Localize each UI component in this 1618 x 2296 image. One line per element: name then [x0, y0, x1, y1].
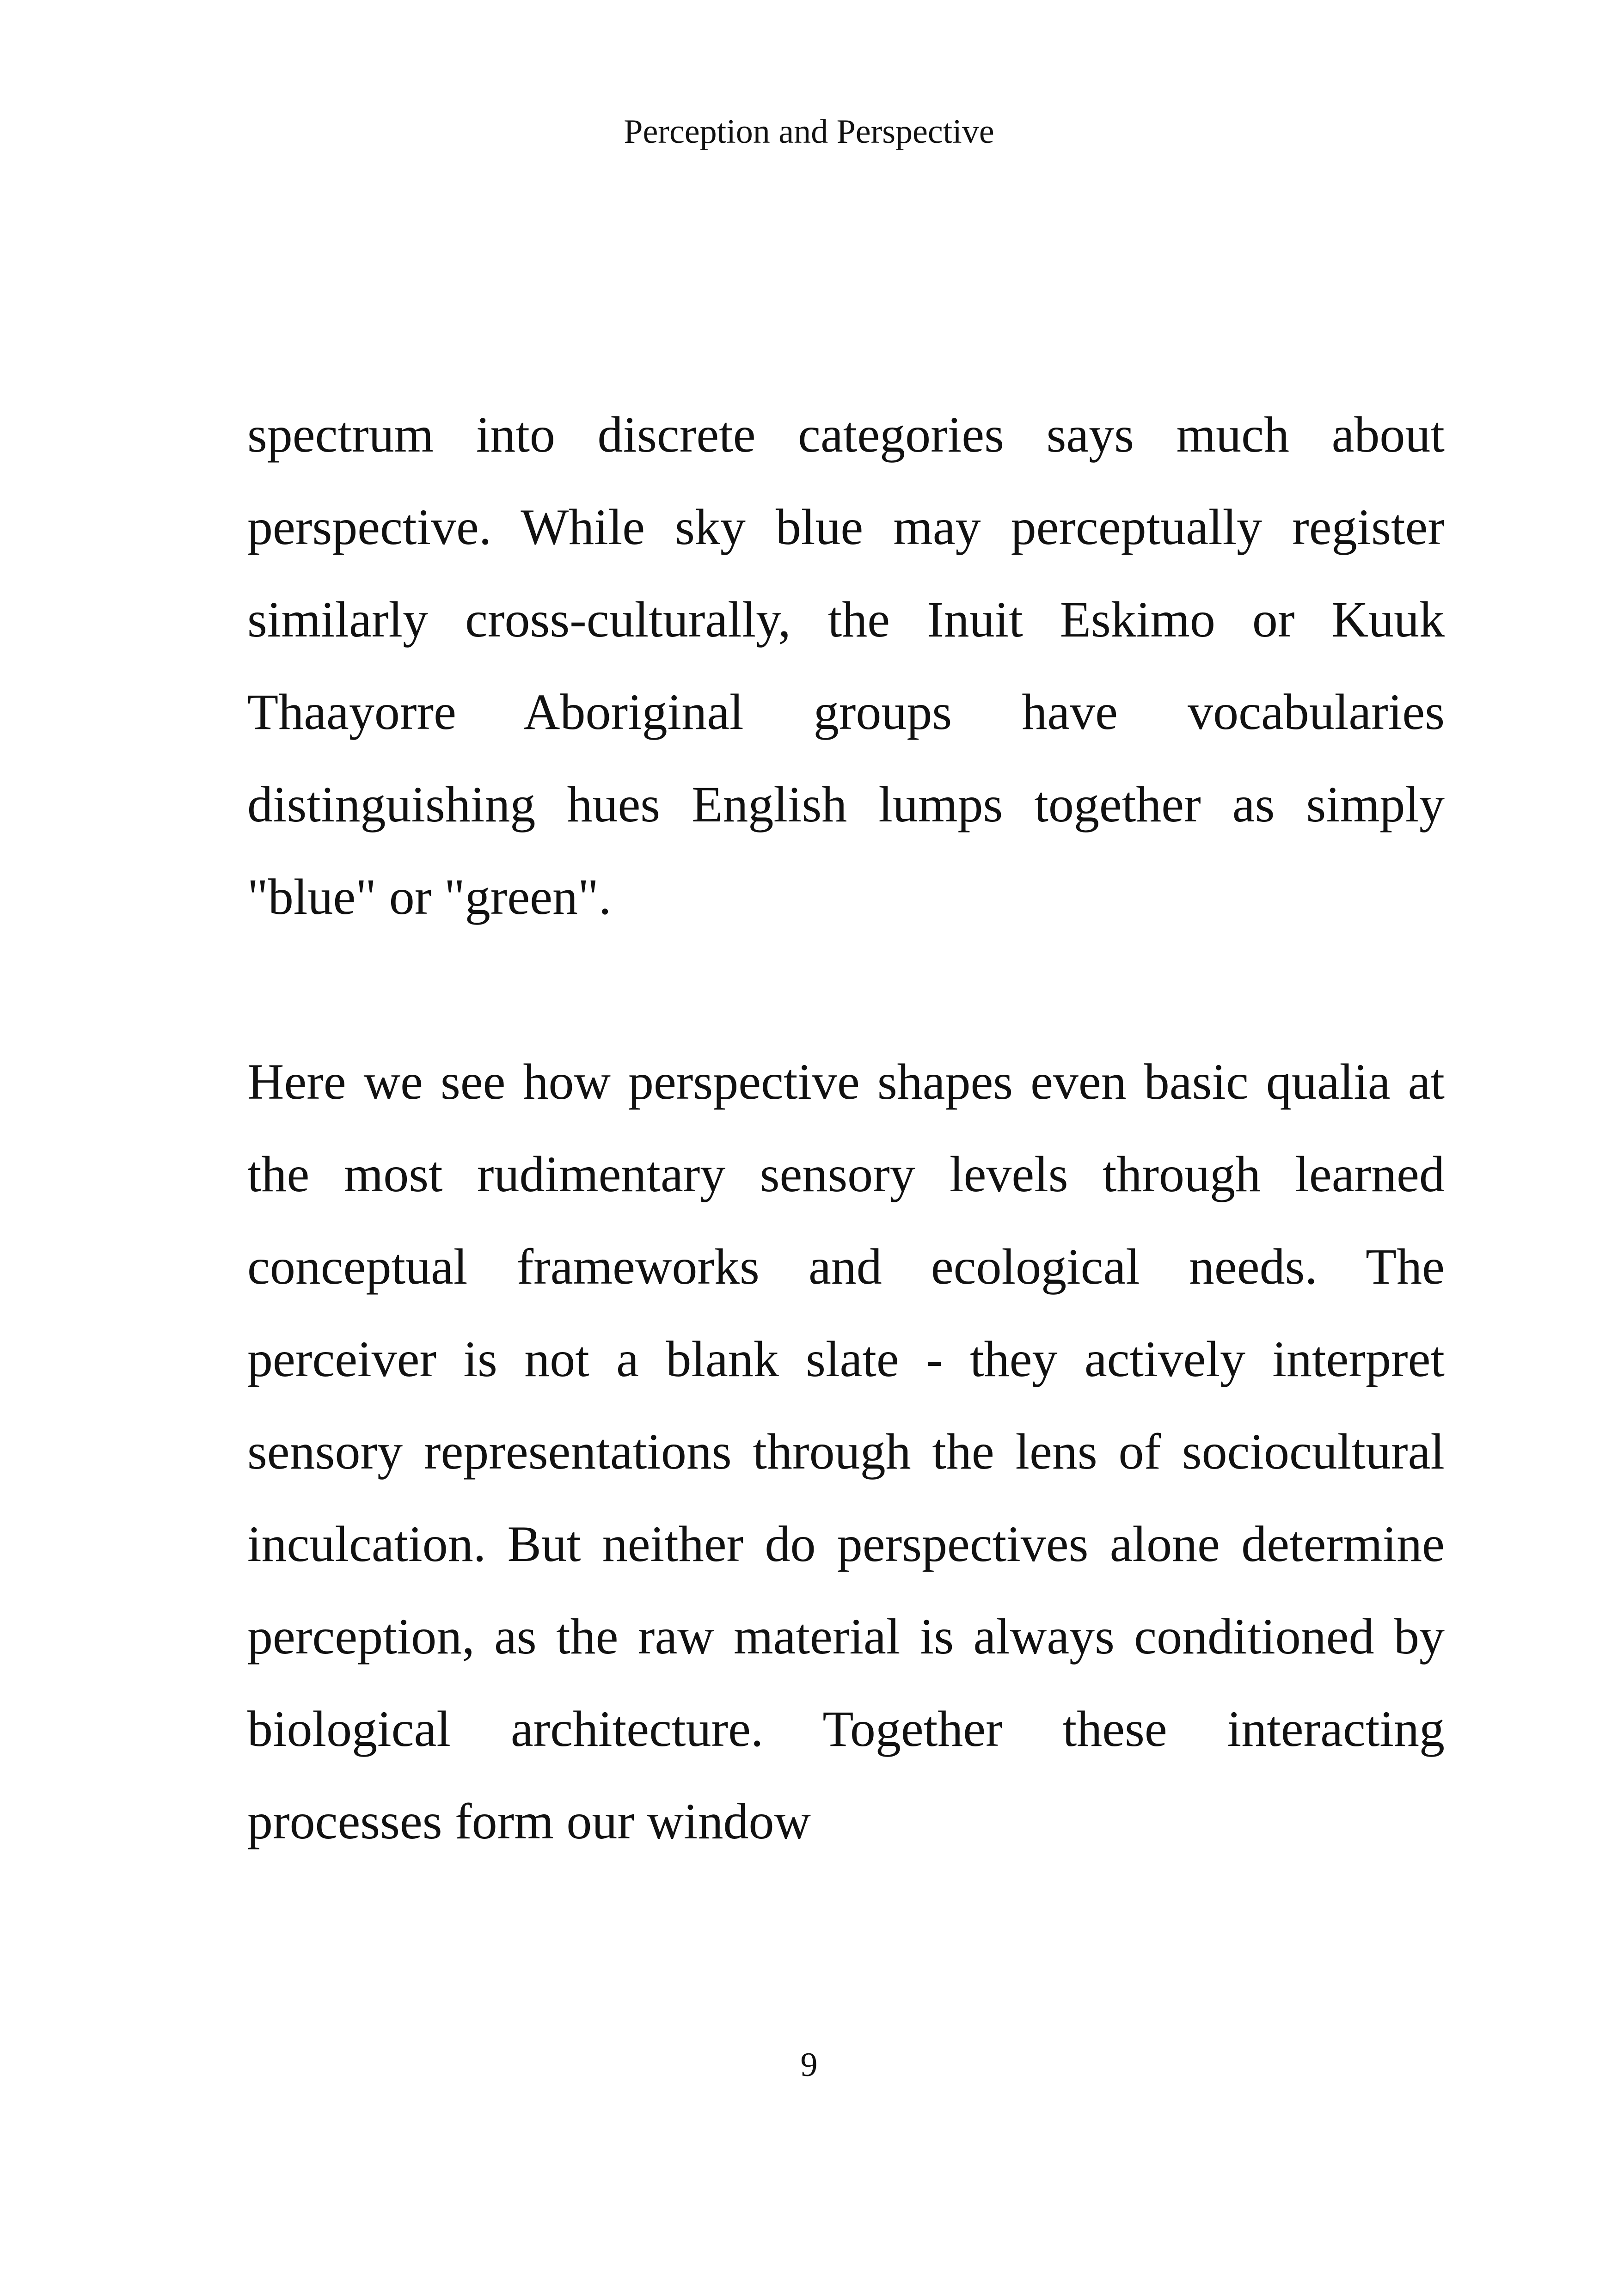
- paragraph-1: spectrum into discrete categories says much about perspective. While sky blue may perceptually register similarly cross-culturally, the Inuit Eskimo or Kuuk Thaayorre Aboriginal groups have vocabularies distinguishing hues English lumps together as simply "blue" or "green".: [247, 406, 1445, 925]
- paragraph-2: Here we see how perspective shapes even basic qualia at the most rudimentary sensory levels through learned conceptual frameworks and ecological needs. The perceiver is not a blank slate - they actively interpret sensory representations through the lens of sociocultural inculcation. But neither do perspectives alone determine perception, as the raw material is always conditioned by biological architecture. Together these interacting processes form our window: [247, 1053, 1445, 1849]
- running-header-title: Perception and Perspective: [624, 113, 994, 151]
- page-number: 9: [800, 2046, 818, 2084]
- body-text: [247, 388, 1445, 1867]
